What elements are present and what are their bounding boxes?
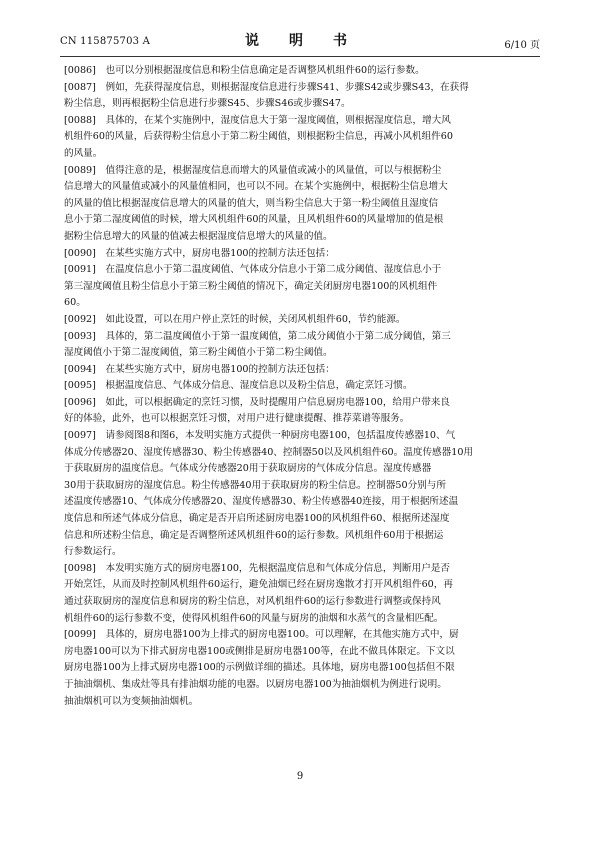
publication-number: CN 115875703 A	[60, 36, 151, 47]
paragraph	[64, 428, 548, 561]
paragraph-text: 如此设置，可以在用户停止烹饪的时候，关闭风机组件60，节约能源。	[95, 313, 406, 325]
paragraph-text: 例如，先获得湿度信息，则根据湿度信息进行步骤S41、步骤S42或步骤S43，在获得 粉尘信息，则再根据粉尘信息进行步骤S45、步骤S46或步骤S47。	[64, 81, 469, 110]
paragraph-number: [0094]	[64, 363, 96, 375]
paragraph-number: [0087]	[64, 81, 96, 93]
paragraph	[64, 378, 548, 395]
document-body	[64, 63, 548, 710]
paragraph-text: 也可以分别根据湿度信息和粉尘信息确定是否调整风机组件60的运行参数。	[95, 65, 425, 76]
paragraph-number: [0093]	[64, 330, 96, 342]
page-count: 6/10 页	[504, 40, 540, 51]
paragraph	[64, 312, 548, 329]
paragraph	[64, 262, 548, 312]
paragraph-text: 值得注意的是，根据湿度信息而增大的风量值或减小的风量值，可以与根据粉尘 信息增大的风量值或减小的风量值相同，也可以不同。在某个实施例中，根据粉尘信息增大 的风量的值比根据湿度信息增大的风量的值大，则当粉尘信息大于第一粉尘阈值且湿度信 息小于第二湿度阈值的时候，增大风机组件60的风量，且风机组件60的风量增加的值是根 据粉尘信息增大的风量的值减去根据湿度信息增大的风量的值。	[64, 164, 448, 242]
paragraph-number: [0096]	[64, 396, 96, 408]
paragraph-number: [0095]	[64, 380, 96, 392]
paragraph-text: 本发明实施方式的厨房电器100，先根据温度信息和气体成分信息，判断用户是否 开始烹饪，从而及时控制风机组件60运行，避免油烟已经在厨房逸散才打开风机组件60，再 通过获取厨房的湿度信息和厨房的粉尘信息，对风机组件60的运行参数进行调整或保持风 机组件60的运行参数不变，使得风机组件60的风量与厨房的油烟和水蒸气的含量相匹配。	[64, 562, 453, 624]
paragraph	[64, 113, 548, 163]
paragraph-number: [0092]	[64, 313, 96, 325]
paragraph-number: [0088]	[64, 114, 96, 126]
paragraph	[64, 80, 548, 113]
paragraph-text: 在某些实施方式中，厨房电器100的控制方法还包括：	[95, 247, 335, 259]
paragraph-number: [0089]	[64, 164, 96, 176]
document-title: 说 明 书	[245, 33, 355, 49]
paragraph-number: [0090]	[64, 247, 96, 259]
paragraph-text: 在温度信息小于第二温度阈值、气体成分信息小于第二成分阈值、湿度信息小于 第三湿度阈值且粉尘信息小于第三粉尘阈值的情况下，确定关闭厨房电器100的风机组件 60。	[64, 264, 442, 309]
page-header	[60, 30, 540, 52]
paragraph	[64, 362, 548, 379]
header-divider	[60, 56, 540, 57]
paragraph-text: 具体的，第二温度阈值小于第一温度阈值，第二成分阈值小于第二成分阈值，第三 湿度阈值小于第二湿度阈值，第三粉尘阈值小于第二粉尘阈值。	[64, 330, 451, 359]
paragraph-number: [0097]	[64, 430, 96, 442]
paragraph-text: 具体的，在某个实施例中，湿度信息大于第一湿度阈值，则根据湿度信息，增大风 机组件60的风量，后获得粉尘信息小于第二粉尘阈值，则根据粉尘信息，再减小风机组件60 的风量。	[64, 114, 453, 159]
paragraph	[64, 561, 548, 627]
paragraph-text: 在某些实施方式中，厨房电器100的控制方法还包括：	[95, 363, 335, 375]
paragraph	[64, 395, 548, 428]
page-number: 9	[296, 771, 304, 782]
paragraph-text: 具体的，厨房电器100为上排式的厨房电器100。可以理解，在其他实施方式中，厨 房电器100可以为下排式厨房电器100或侧排是厨房电器100等，在此不做具体限定。下文以 厨房电器100为上排式厨房电器100的示例做详细的描述。具体地，厨房电器100包括但不限 于抽油烟机、集成灶等具有排油烟功能的电器。以厨房电器100为抽油烟机为例进行说明。 抽油烟机可以为变频抽油烟机。	[64, 629, 459, 707]
paragraph-text: 根据温度信息、气体成分信息、湿度信息以及粉尘信息，确定烹饪习惯。	[95, 380, 413, 392]
paragraph-number: [0098]	[64, 562, 96, 574]
paragraph	[64, 246, 548, 263]
paragraph-text: 如此，可以根据确定的烹饪习惯，及时提醒用户信息厨房电器100，给用户带来良 好的体验，此外，也可以根据烹饪习惯，对用户进行健康提醒、推荐菜谱等服务。	[64, 396, 450, 425]
paragraph	[64, 163, 548, 246]
paragraph	[64, 63, 548, 80]
paragraph-text: 请参阅图8和图6，本发明实施方式提供一种厨房电器100，包括温度传感器10、气 体成分传感器20、湿度传感器30、粉尘传感器40、控制器50以及风机组件60。温度传感器10用 于获取厨房的温度信息。气体成分传感器20用于获取厨房的气体成分信息。湿度传感器 30用于获取厨房的湿度信息。粉尘传感器40用于获取厨房的粉尘信息。控制器50分别与所 述温度传感器10、气体成分传感器20、湿度传感器30、粉尘传感器40连接，用于根据所述温 度信息和所述气体成分信息，确定是否开启所述厨房电器100的风机组件60、根据所述湿度 信息和所述粉尘信息，确定是否调整所述风机组件60的运行参数。风机组件60用于根据运 行参数运行。	[64, 430, 474, 558]
paragraph-number: [0091]	[64, 264, 96, 276]
paragraph	[64, 627, 548, 710]
paragraph-number: [0086]	[64, 65, 96, 76]
paragraph	[64, 329, 548, 362]
paragraph-number: [0099]	[64, 629, 96, 641]
